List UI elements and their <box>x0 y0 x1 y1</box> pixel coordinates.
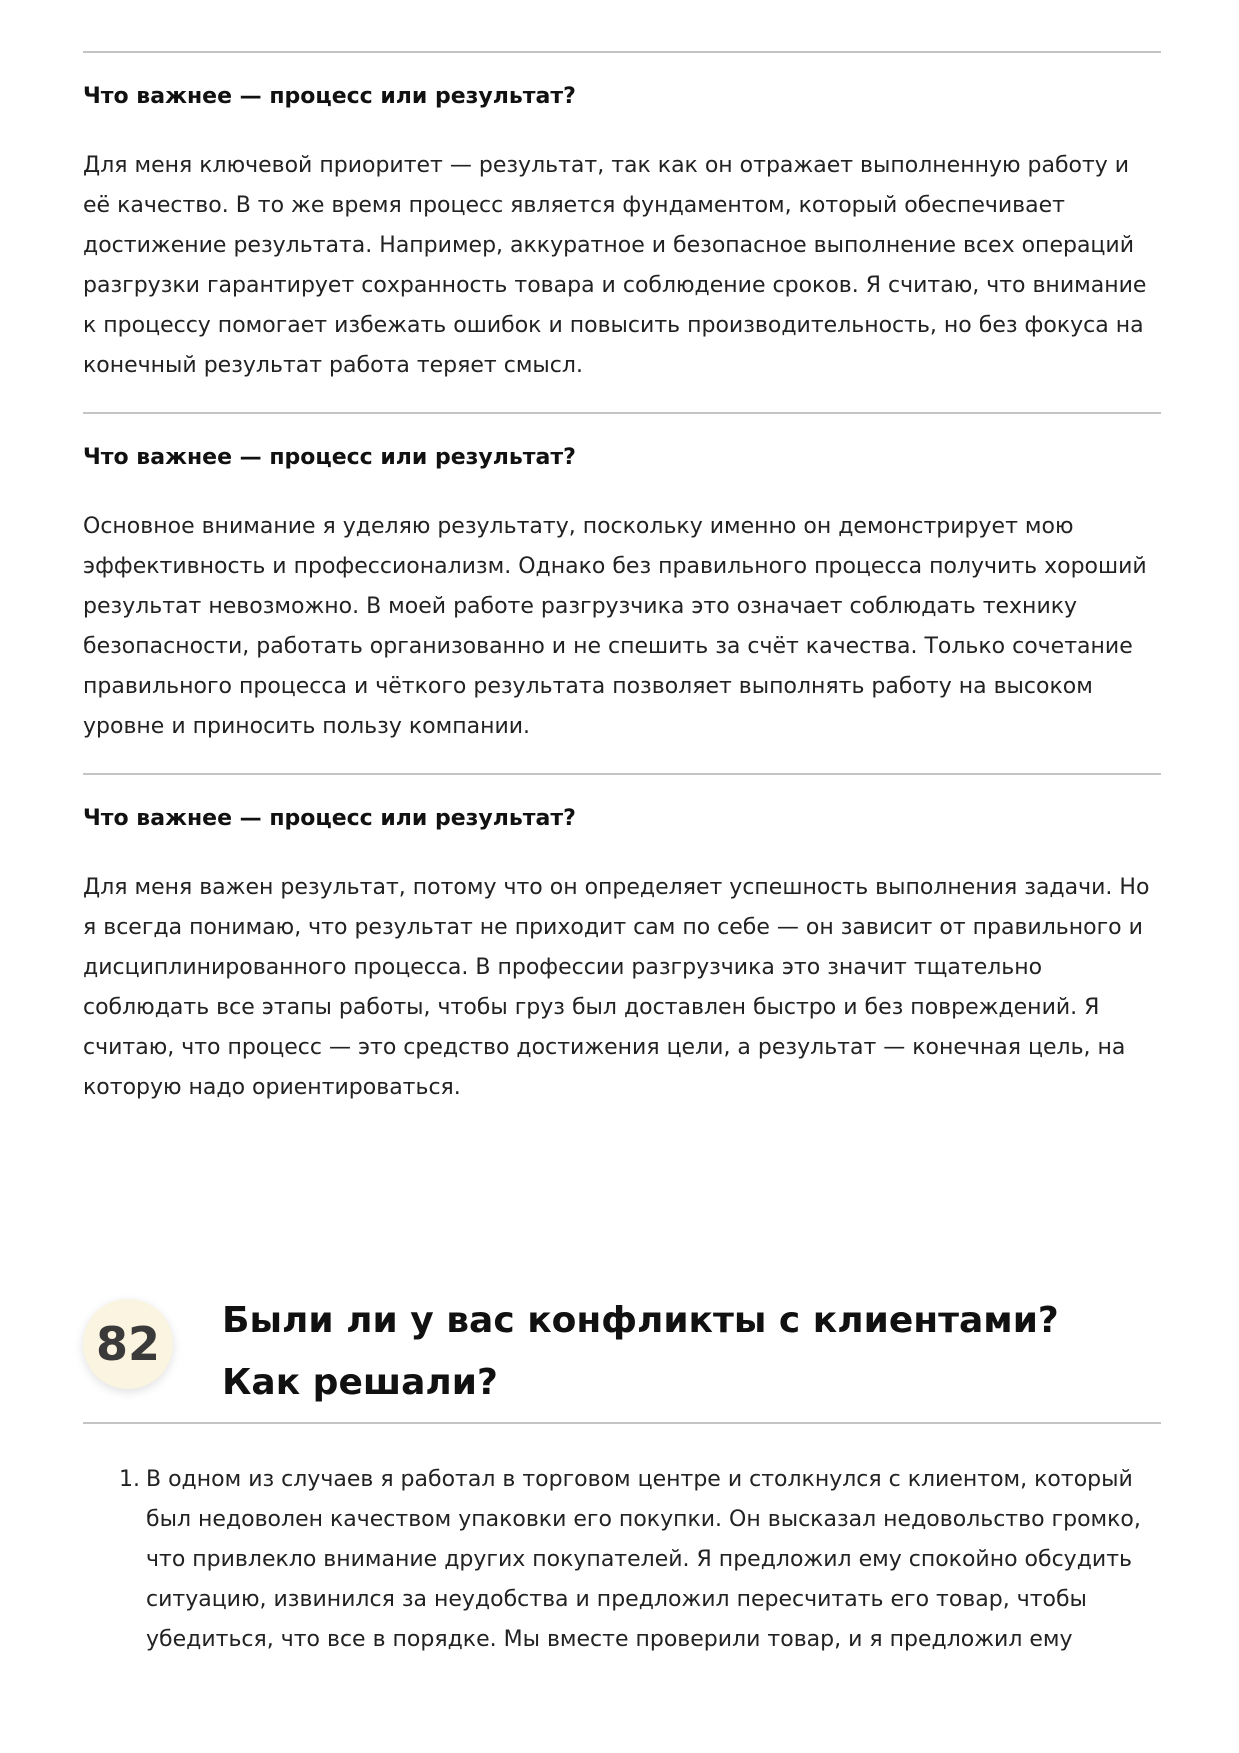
qa-block-3 <box>83 804 1161 1108</box>
qa-block-2 <box>83 443 1161 747</box>
question-number-badge: 82 <box>83 1299 173 1389</box>
divider <box>83 773 1161 775</box>
list-item-text: В одном из случаев я работал в торговом центре и столкнулся с клиентом, который был недоволен качеством упаковки его покупки. Он высказал недовольство громко, что привлекло внимание других покупателей. Я предложил ему спокойно обсудить ситуацию, извинился за неудобства и предложил пересчитать его товар, чтобы убедиться, что все в порядке. Мы вместе проверили товар, и я предложил ему <box>146 1467 1141 1652</box>
qa-answer: Для меня важен результат, потому что он определяет успешность выполнения задачи. Но я всегда понимаю, что результат не приходит сам по себе — он зависит от правильного и дисциплинированного процесса. В профессии разгрузчика это значит тщательно соблюдать все этапы работы, чтобы груз был доставлен быстро и без повреждений. Я считаю, что процесс — это средство достижения цели, а результат — конечная цель, на которую надо ориентироваться. <box>83 875 1150 1100</box>
qa-answer: Основное внимание я уделяю результату, поскольку именно он демонстрирует мою эффективность и профессионализм. Однако без правильного процесса получить хороший результат невозможно. В моей работе разгрузчика это означает соблюдать технику безопасности, работать организованно и не спешить за счёт качества. Только сочетание правильного процесса и чёткого результата позволяет выполнять работу на высоком уровне и приносить пользу компании. <box>83 514 1147 739</box>
qa-block-1 <box>83 82 1161 386</box>
list-item <box>83 1460 1161 1660</box>
qa-question: Что важнее — процесс или результат? <box>83 84 576 109</box>
divider <box>83 1422 1161 1424</box>
qa-question: Что важнее — процесс или результат? <box>83 445 576 470</box>
list-marker: 1. <box>119 1467 140 1492</box>
section-title: Были ли у вас конфликты с клиентами? Как решали? <box>222 1300 1059 1403</box>
qa-answer: Для меня ключевой приоритет — результат, так как он отражает выполненную работу и её качество. В то же время процесс является фундаментом, который обеспечивает достижение результата. Например, аккуратное и безопасное выполнение всех операций разгрузки гарантирует сохранность товара и соблюдение сроков. Я считаю, что внимание к процессу помогает избежать ошибок и повысить производительность, но без фокуса на конечный результат работа теряет смысл. <box>83 153 1147 378</box>
answer-list <box>83 1460 1161 1660</box>
qa-question: Что важнее — процесс или результат? <box>83 806 576 831</box>
divider <box>83 412 1161 414</box>
section-header <box>83 1290 1161 1420</box>
divider <box>83 51 1161 53</box>
